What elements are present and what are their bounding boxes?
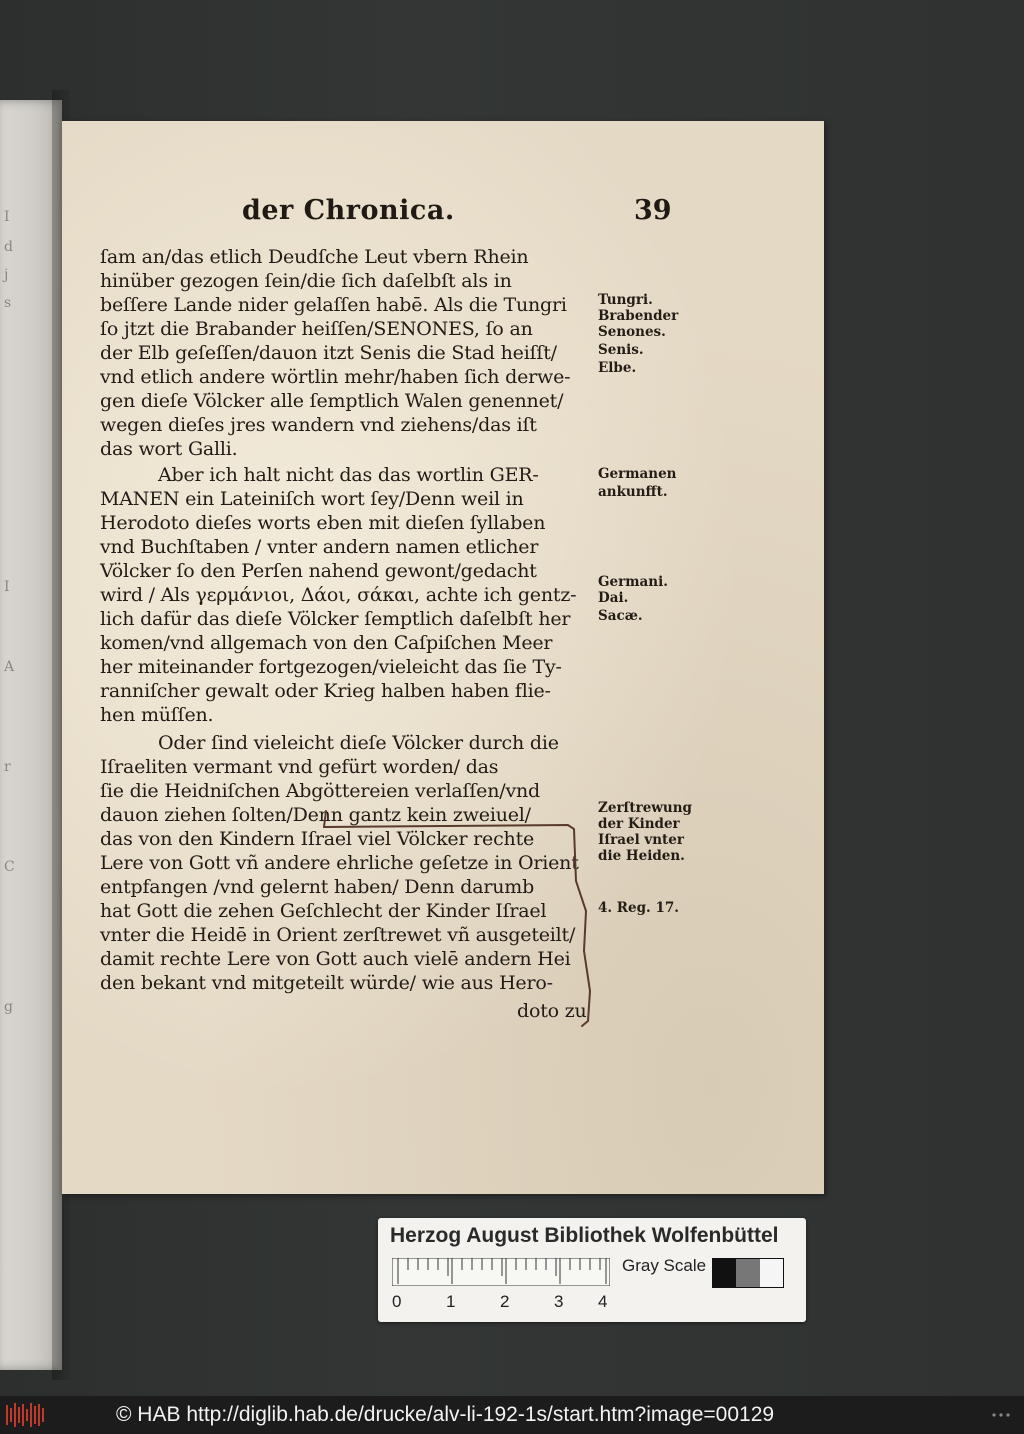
text-line: Lere von Gott vñ andere ehrliche geſetze in Orient	[100, 852, 579, 874]
text-line: hinüber gezogen ſein/die ſich daſelbſt als in	[100, 270, 512, 292]
text-line: hat Gott die zehen Geſchlecht der Kinder Iſrael	[100, 900, 547, 922]
previous-page-glyph: I	[4, 579, 10, 595]
catchword: doto zu	[517, 1000, 587, 1022]
text-line: den bekant vnd mitgeteilt würde/ wie aus Hero-	[100, 972, 553, 994]
text-line: entpfangen /vnd gelernt haben/ Denn darumb	[100, 876, 535, 898]
margin-note: 4. Reg. 17.	[598, 900, 679, 916]
margin-note: Sacæ.	[598, 608, 643, 624]
scale-number: 4	[598, 1292, 608, 1311]
hab-logo-icon	[6, 1402, 46, 1428]
margin-note: ankunfft.	[598, 484, 668, 500]
margin-note: Brabender	[598, 308, 679, 324]
text-line: ſo jtzt die Brabander heiſſen/SENONES, ſo an	[100, 318, 533, 340]
margin-note: Germani.	[598, 574, 668, 590]
book-page	[62, 121, 824, 1194]
margin-note: Germanen	[598, 466, 677, 482]
previous-page-glyph: I	[4, 209, 10, 225]
margin-note: Dai.	[598, 590, 629, 606]
previous-page-glyph: j	[4, 267, 9, 283]
text-line: Herodoto dieſes worts eben mit dieſen ſyllaben	[100, 512, 546, 534]
text-line: wegen dieſes jres wandern vnd ziehens/das iſt	[100, 414, 537, 436]
text-line: vnd Buchſtaben / vnter andern namen etlicher	[100, 536, 539, 558]
text-line: lich dafür das dieſe Völcker ſemptlich daſelbſt her	[100, 608, 571, 630]
gray-patch-black	[713, 1259, 736, 1287]
text-line: beſſere Lande nider gelaſſen habē. Als die Tungri	[100, 294, 567, 316]
margin-note: Elbe.	[598, 360, 637, 376]
margin-note: der Kinder	[598, 816, 680, 832]
copyright-url: © HAB http://diglib.hab.de/drucke/alv-li-192-1s/start.htm?image=00129	[116, 1403, 775, 1426]
margin-note: Iſrael vnter	[598, 832, 684, 848]
margin-note: Senis.	[598, 342, 644, 358]
footer-bar	[0, 1396, 1024, 1434]
text-line: Iſraeliten vermant vnd gefürt worden/ das	[100, 756, 499, 778]
previous-page-glyph: r	[4, 759, 11, 775]
previous-page-glyph: s	[4, 295, 12, 311]
text-line: ſie die Heidniſchen Abgöttereien verlaſſen/vnd	[100, 780, 540, 802]
gray-patch-white	[760, 1259, 783, 1287]
previous-page-glyph: g	[4, 999, 13, 1015]
margin-note: die Heiden.	[598, 848, 685, 864]
grayscale-label: Gray Scale	[622, 1256, 707, 1275]
text-line: komen/vnd allgemach von den Caſpiſchen Meer	[100, 632, 553, 654]
text-line: der Elb geſeſſen/dauon itzt Senis die Stad heiſſt/	[100, 342, 557, 364]
scale-number: 0	[392, 1292, 402, 1311]
margin-note: Senones.	[598, 324, 666, 340]
margin-note: Tungri.	[598, 292, 653, 308]
scale-number: 2	[500, 1292, 510, 1311]
running-head: der Chronica.	[242, 195, 455, 226]
ruler-scale	[392, 1258, 610, 1286]
text-line: dauon ziehen ſolten/Denn gantz kein zweiuel/	[100, 804, 531, 826]
library-name: Herzog August Bibliothek Wolfenbüttel	[390, 1224, 779, 1247]
scale-number: 3	[554, 1292, 564, 1311]
gray-patch-mid	[736, 1259, 759, 1287]
text-line: damit rechte Lere von Gott auch vielē andern Hei	[100, 948, 571, 970]
grayscale-patches	[712, 1258, 784, 1288]
text-line: Völcker ſo den Perſen nahend gewont/gedacht	[100, 560, 537, 582]
text-line: vnter die Heidē in Orient zerſtrewet vñ ausgeteilt/	[100, 924, 576, 946]
text-line: ſam an/das etlich Deudſche Leut vbern Rhein	[100, 246, 529, 268]
library-scale-label	[378, 1218, 806, 1322]
page-number: 39	[634, 195, 672, 226]
previous-page-glyph: A	[4, 659, 15, 675]
text-line: her miteinander fortgezogen/vieleicht das ſie Ty-	[100, 656, 562, 678]
text-line: wird / Als γερμάνιοι, Δάοι, σάκαι, achte ich gentz-	[100, 584, 577, 606]
text-line: das von den Kindern Iſrael viel Völcker rechte	[100, 828, 535, 850]
text-line: das wort Galli.	[100, 438, 238, 460]
text-line: gen dieſe Völcker alle ſemptlich Walen genennet/	[100, 390, 564, 412]
previous-page-glyph: C	[4, 859, 15, 875]
paragraph-first-line: Oder ſind vieleicht dieſe Völcker durch die	[158, 732, 559, 754]
text-line: ranniſcher gewalt oder Krieg halben haben flie-	[100, 680, 551, 702]
dots-icon	[990, 1409, 1012, 1421]
margin-note: Zerſtrewung	[598, 800, 692, 816]
scale-number: 1	[446, 1292, 456, 1311]
text-line: MANEN ein Lateiniſch wort ſey/Denn weil in	[100, 488, 524, 510]
previous-page-glyph: d	[4, 239, 13, 255]
text-line: vnd etlich andere wörtlin mehr/haben ſich derwe-	[100, 366, 571, 388]
paragraph-first-line: Aber ich halt nicht das das wortlin GER-	[158, 464, 539, 486]
text-line: hen müſſen.	[100, 704, 214, 726]
